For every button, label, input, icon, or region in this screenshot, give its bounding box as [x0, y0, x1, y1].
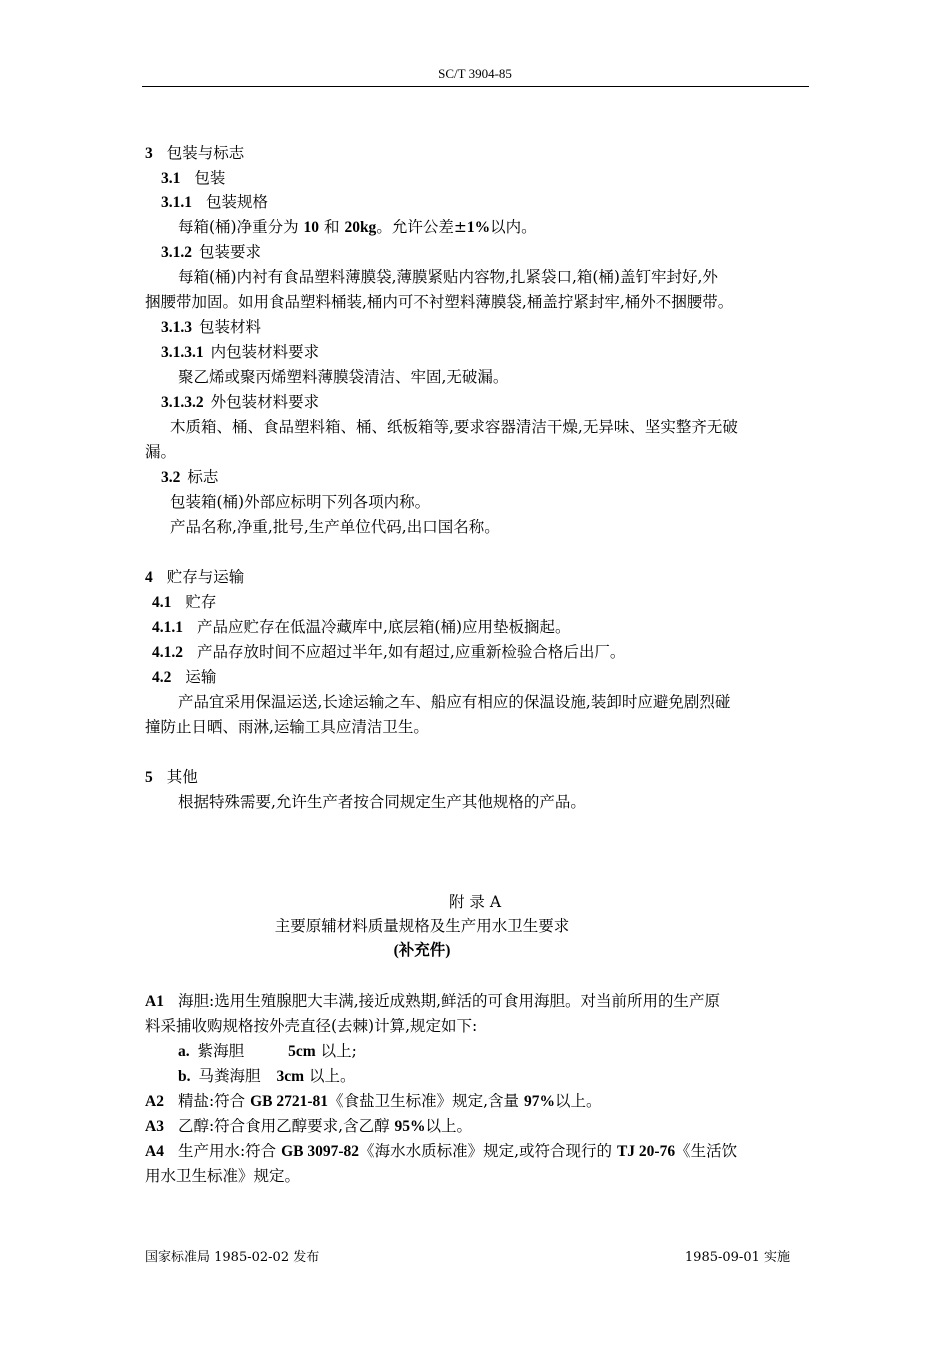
- paragraph-line: 产品名称,净重,批号,生产单位代码,出口国名称。: [170, 518, 500, 536]
- list-item: [178, 1042, 357, 1061]
- section-number: 3.1.2: [161, 244, 192, 261]
- section-3-2-heading: [161, 468, 218, 487]
- paragraph-line: 产品宜采用保温运送,长途运输之车、船应有相应的保温设施,装卸时应避免剧烈碰: [178, 693, 731, 711]
- paragraph-line: 撞防止日晒、雨淋,运输工具应清洁卫生。: [145, 718, 429, 736]
- section-title: 包装规格: [206, 193, 269, 211]
- section-3-1-1-heading: [161, 193, 268, 212]
- section-number: 4.2: [152, 669, 172, 686]
- appendix-a4: [145, 1142, 737, 1161]
- text-run: 每箱(桶)净重分为: [178, 218, 299, 236]
- section-title: 内包装材料要求: [210, 343, 320, 361]
- text-run: :选用生殖腺肥大丰满,接近成熟期,鲜活的可食用海胆。对当前所用的生产原: [208, 992, 721, 1010]
- text-run: 精盐:符合: [177, 1092, 246, 1110]
- section-3-1-2-heading: [161, 243, 261, 262]
- standard-code: GB 2721-81: [250, 1093, 329, 1110]
- section-number: 3.1.1: [161, 194, 192, 211]
- text-run: 马粪海胆: [198, 1067, 261, 1085]
- section-number: 3.1.3.2: [161, 394, 204, 411]
- section-title: 包装与标志: [166, 144, 245, 162]
- appendix-a3: [145, 1117, 472, 1136]
- paragraph-line: 用水卫生标准》规定。: [145, 1167, 301, 1185]
- section-4-2-heading: [152, 668, 216, 687]
- section-number: 3.2: [161, 469, 181, 486]
- header-rule: [142, 86, 809, 87]
- effective-date: 1985-09-01 实施: [684, 1250, 790, 1265]
- section-3-1-3-2-heading: [161, 393, 319, 412]
- percent-value: 95%: [394, 1118, 426, 1135]
- text-run: 《海水水质标准》规定,或符合现行的: [359, 1142, 612, 1160]
- appendix-a2: [145, 1092, 601, 1111]
- item-number: A1: [145, 993, 164, 1010]
- section-title: 包装要求: [199, 243, 262, 261]
- section-text: 产品存放时间不应超过半年,如有超过,应重新检验合格后出厂。: [197, 643, 626, 661]
- paragraph-line: 料采捕收购规格按外壳直径(去棘)计算,规定如下:: [145, 1017, 478, 1035]
- section-number: 5: [145, 769, 153, 786]
- section-number: 3: [145, 145, 153, 162]
- text-run: 。允许公差±: [376, 218, 467, 236]
- standard-code: GB 3097-82: [281, 1143, 360, 1160]
- section-4-1-1: [152, 618, 571, 637]
- paragraph-line: 聚乙烯或聚丙烯塑料薄膜袋清洁、牢固,无破漏。: [178, 368, 509, 386]
- paragraph-line: 根据特殊需要,允许生产者按合同规定生产其他规格的产品。: [178, 793, 586, 811]
- section-title: 其他: [166, 768, 198, 786]
- section-title: 贮存: [185, 593, 217, 611]
- text-run: 以上。: [309, 1067, 356, 1085]
- paragraph-line: 漏。: [145, 443, 177, 461]
- section-number: 4.1.2: [152, 644, 183, 661]
- section-title: 外包装材料要求: [210, 393, 320, 411]
- section-3-1-3-heading: [161, 318, 261, 337]
- section-number: 4.1.1: [152, 619, 183, 636]
- text-run: 以内。: [490, 218, 537, 236]
- paragraph-line: 木质箱、桶、食品塑料箱、桶、纸板箱等,要求容器清洁干燥,无异味、坚实整齐无破: [170, 418, 738, 436]
- section-number: 4: [145, 569, 153, 586]
- section-number: 4.1: [152, 594, 172, 611]
- text-run: 生产用水:符合: [177, 1142, 277, 1160]
- section-3-heading: [145, 144, 244, 163]
- section-number: 3.1: [161, 170, 181, 187]
- text-run: 《生活饮: [675, 1142, 738, 1160]
- text-run: 海胆: [177, 992, 209, 1010]
- appendix-title: 主要原辅材料质量规格及生产用水卫生要求: [274, 917, 570, 935]
- paragraph-line: 包装箱(桶)外部应标明下列各项内称。: [170, 493, 431, 511]
- appendix-label: 附 录 A: [448, 893, 502, 911]
- item-number: A4: [145, 1143, 164, 1160]
- section-title: 贮存与运输: [166, 568, 245, 586]
- paragraph-line: 每箱(桶)内衬有食品塑料薄膜袋,薄膜紧贴内容物,扎紧袋口,箱(桶)盖钉牢封好,外: [178, 268, 718, 286]
- text-run: 以上。: [554, 1092, 602, 1110]
- standard-code: TJ 20-76: [616, 1143, 676, 1160]
- percent-value: 97%: [523, 1093, 555, 1110]
- section-4-heading: [145, 568, 244, 587]
- item-number: A3: [145, 1118, 164, 1135]
- appendix-a1: [145, 992, 720, 1011]
- size-value: 3cm: [276, 1068, 305, 1085]
- section-number: 3.1.3.1: [161, 344, 204, 361]
- text-run: 和: [323, 218, 340, 236]
- section-4-1-heading: [152, 593, 216, 612]
- section-number: 3.1.3: [161, 319, 192, 336]
- issue-date: 国家标准局 1985-02-02 发布: [145, 1250, 320, 1265]
- net-weight-value: 10: [303, 219, 320, 236]
- text-run: 以上;: [320, 1042, 357, 1060]
- section-5-heading: [145, 768, 198, 787]
- list-marker: b.: [178, 1068, 191, 1085]
- section-title: 标志: [187, 468, 219, 486]
- text-run: 乙醇:符合食用乙醇要求,含乙醇: [177, 1117, 390, 1135]
- appendix-note: (补充件): [393, 942, 451, 959]
- text-run: 以上。: [425, 1117, 473, 1135]
- list-item: [178, 1067, 356, 1086]
- net-weight-value: 20kg: [344, 219, 377, 236]
- document-code: SC/T 3904-85: [438, 66, 512, 81]
- section-text: 产品应贮存在低温冷藏库中,底层箱(桶)应用垫板搁起。: [197, 618, 571, 636]
- list-marker: a.: [178, 1043, 190, 1060]
- text-run: 紫海胆: [197, 1042, 245, 1060]
- section-title: 运输: [185, 668, 217, 686]
- section-4-1-2: [152, 643, 625, 662]
- item-number: A2: [145, 1093, 164, 1110]
- section-title: 包装材料: [199, 318, 262, 336]
- section-3-1-1-text: [178, 218, 537, 237]
- text-run: 《食盐卫生标准》规定,含量: [328, 1092, 519, 1110]
- size-value: 5cm: [288, 1043, 316, 1060]
- tolerance-value: 1%: [466, 219, 491, 236]
- section-title: 包装: [194, 169, 226, 187]
- section-3-1-3-1-heading: [161, 343, 319, 362]
- paragraph-line: 捆腰带加固。如用食品塑料桶装,桶内可不衬塑料薄膜袋,桶盖拧紧封牢,桶外不捆腰带。: [145, 293, 734, 311]
- section-3-1-heading: [161, 169, 225, 188]
